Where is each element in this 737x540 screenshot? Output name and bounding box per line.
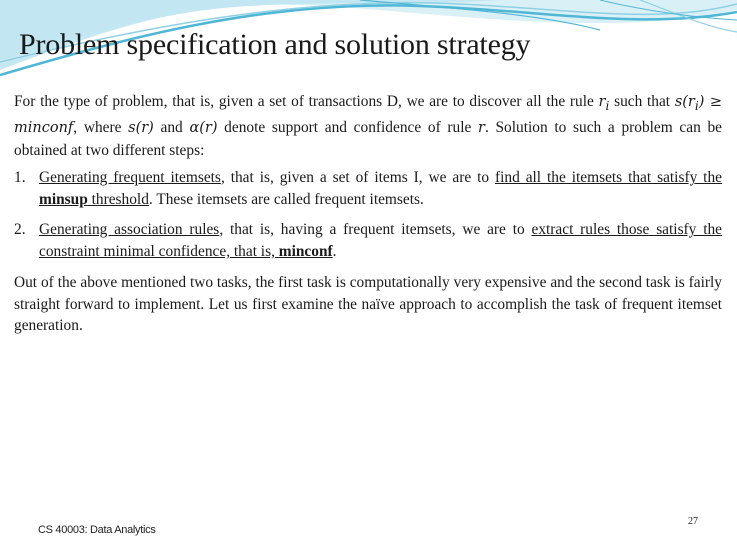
intro-text-4: and [153, 119, 190, 137]
step-link-text-2: threshold [87, 190, 149, 208]
intro-text-1: For the type of problem, that is, given a set of transactions D, we are to discover all the rule [14, 93, 599, 110]
math-r: r [598, 94, 606, 110]
slide-body [14, 91, 722, 337]
intro-text-5: denote support and confidence of rule [217, 119, 479, 137]
math-support: s(r) [128, 120, 154, 137]
step-lead: Generating frequent itemsets [39, 169, 221, 187]
math-minconf: ) ≥ minconf [14, 94, 723, 137]
math-rule-r: r [478, 120, 485, 137]
page-number: 27 [688, 516, 698, 527]
step-mid: , that is, having a frequent itemsets, we are to [219, 221, 532, 239]
intro-text-3: , where [73, 119, 129, 137]
steps-list [14, 167, 722, 262]
list-item-number: 2. [14, 221, 26, 239]
step-link-text: find all the itemsets that satisfy the [494, 169, 722, 187]
math-r-sub: i [605, 98, 610, 113]
math-s-r: s(r [674, 94, 695, 110]
list-item [14, 219, 722, 262]
step-bold-term: minsup [39, 190, 88, 208]
intro-paragraph [14, 91, 722, 161]
math-confidence: α(r) [189, 120, 218, 137]
step-tail: . [332, 242, 337, 260]
list-item-number: 1. [14, 169, 26, 187]
slide-title: Problem specification and solution strategy [19, 28, 531, 61]
footer-course: CS 40003: Data Analytics [38, 524, 156, 536]
step-mid: , that is, given a set of items I, we are to [220, 169, 495, 187]
intro-text-2: such that [609, 93, 675, 110]
list-item [14, 167, 722, 210]
step-link-text: extract rules those satisfy the constraint minimal confidence, that is, [39, 221, 722, 260]
intro-text-6: . Solution to such a problem can be obtained at two different steps: [14, 119, 723, 159]
step-tail: . These itemsets are called frequent itemsets. [148, 190, 424, 208]
step-bold-term: minconf [278, 242, 333, 260]
closing-paragraph: Out of the above mentioned two tasks, the first task is computationally very expensive and the second task is fairly straight forward to implement. Let us first examine the naïve approach to accomplish the task of frequent itemset generation. [14, 274, 722, 335]
math-r-i [598, 94, 610, 113]
math-s-sub: i [694, 98, 699, 113]
step-lead: Generating association rules [39, 221, 220, 239]
